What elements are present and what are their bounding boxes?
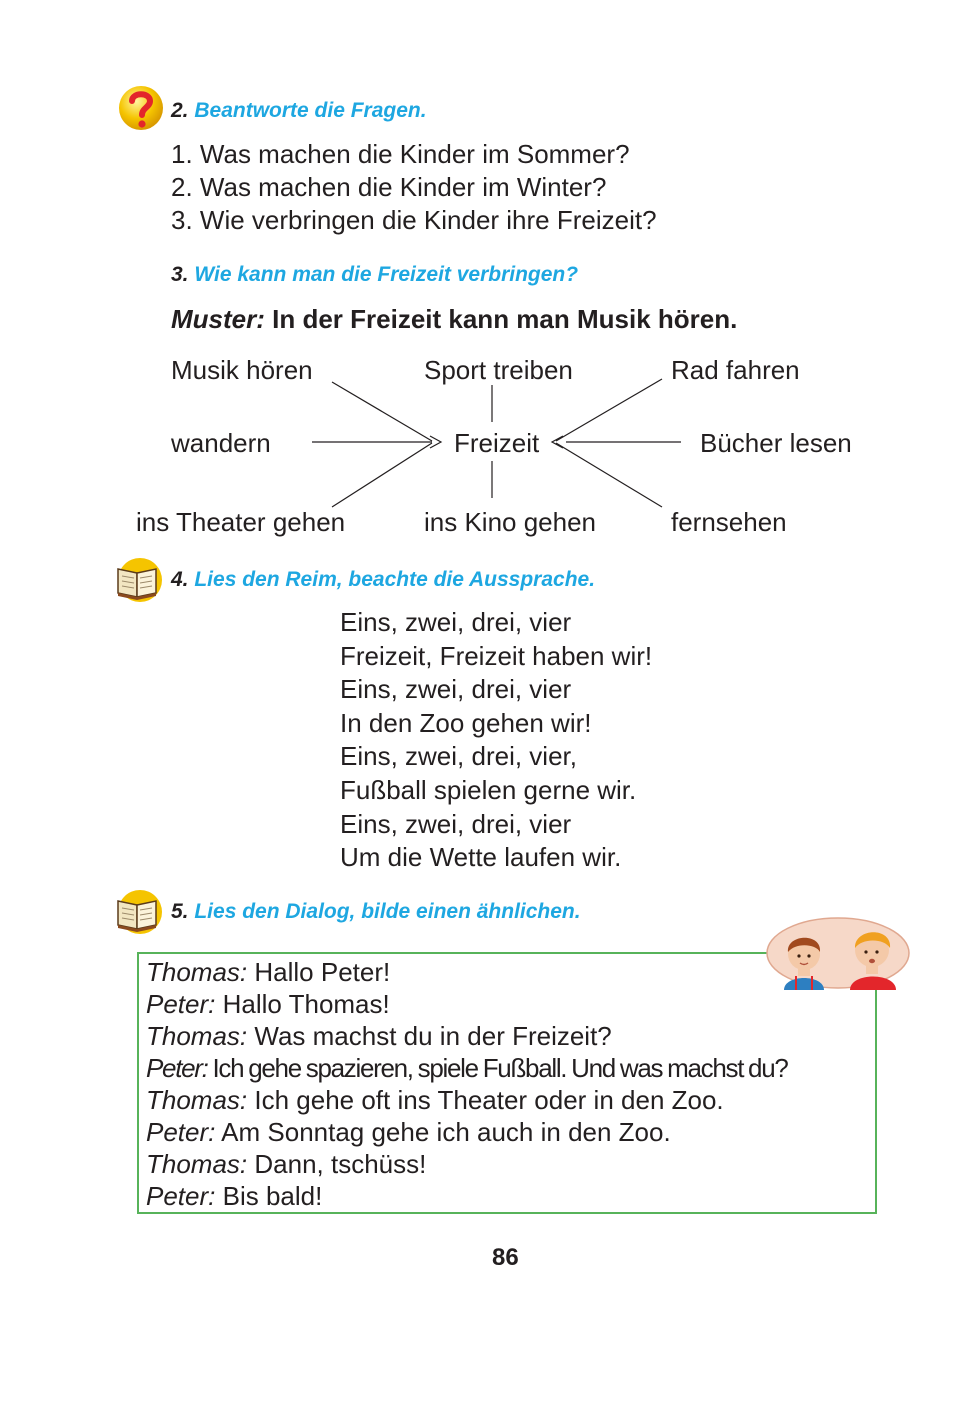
dialog-line [146, 1148, 788, 1180]
dialog-speaker: Peter: [146, 1053, 208, 1083]
dialog-text: Ich gehe oft ins Theater oder in den Zoo. [247, 1085, 724, 1115]
question-item: 1. Was machen die Kinder im Sommer? [171, 139, 630, 169]
dialog-text: Hallo Peter! [247, 957, 391, 987]
dialog-text: Hallo Thomas! [215, 989, 390, 1019]
rhyme-line: In den Zoo gehen wir! [340, 707, 592, 738]
task-2-number: 2. [171, 99, 189, 122]
dialog-text: Dann, tschüss! [247, 1149, 427, 1179]
dialog-text: Bis bald! [215, 1181, 323, 1211]
diagram-word-rad: Rad fahren [671, 355, 800, 385]
muster-label: Muster: [171, 304, 265, 334]
task-4-title-text: Lies den Reim, beachte die Aussprache. [194, 568, 596, 591]
dialog-line [146, 1020, 788, 1052]
diagram-word-buecher: Bücher lesen [700, 428, 852, 458]
page-number: 86 [492, 1244, 519, 1271]
dialog-line [146, 1180, 788, 1212]
diagram-word-musik: Musik hören [171, 355, 313, 385]
dialog-speaker: Thomas: [146, 1085, 248, 1115]
task-5-title [171, 900, 581, 924]
dialog-speaker: Peter: [146, 1117, 216, 1147]
task-4-number: 4. [171, 568, 189, 591]
two-boys-illustration [766, 916, 910, 990]
rhyme-line: Eins, zwei, drei, vier [340, 674, 572, 705]
task-5-title-text: Lies den Dialog, bilde einen ähnlichen. [194, 900, 581, 923]
rhyme-line: Eins, zwei, drei, vier [340, 607, 572, 637]
rhyme-text [340, 606, 652, 875]
task-4-title [171, 568, 595, 592]
dialog-lines [146, 956, 788, 1212]
diagram-word-wandern: wandern [171, 428, 271, 458]
open-book-icon [113, 557, 163, 603]
rhyme-line: Eins, zwei, drei, vier [340, 808, 572, 839]
dialog-line [146, 956, 788, 988]
question-item: 2. Was machen die Kinder im Winter? [171, 172, 607, 202]
dialog-speaker: Thomas: [146, 1149, 248, 1179]
rhyme-line: Um die Wette laufen wir. [340, 842, 622, 873]
open-book-icon [113, 889, 163, 935]
dialog-line [146, 1116, 788, 1148]
dialog-speaker: Peter: [146, 989, 216, 1019]
task-3-number: 3. [171, 263, 189, 286]
rhyme-line: Fußball spielen gerne wir. [340, 774, 637, 805]
task-5-number: 5. [171, 900, 189, 923]
diagram-word-kino: ins Kino gehen [424, 507, 597, 537]
task-2-title-text: Beantworte die Fragen. [194, 99, 427, 122]
diagram-word-theater: ins Theater gehen [136, 507, 346, 537]
dialog-line [146, 988, 788, 1020]
task-3-title-text: Wie kann man die Freizeit verbringen? [194, 263, 579, 286]
diagram-word-sport: Sport treiben [424, 355, 573, 385]
dialog-line [146, 1052, 788, 1084]
diagram-word-fernsehen: fernsehen [671, 507, 787, 537]
dialog-speaker: Thomas: [146, 1021, 248, 1051]
question-item: 3. Wie verbringen die Kinder ihre Freizeit? [171, 205, 657, 235]
dialog-speaker: Peter: [146, 1181, 216, 1211]
dialog-line [146, 1084, 788, 1116]
dialog-speaker: Thomas: [146, 957, 248, 987]
dialog-box [137, 952, 877, 1214]
dialog-text: Was machst du in der Freizeit? [247, 1021, 612, 1051]
dialog-text: Ich gehe spazieren, spiele Fußball. Und was machst du? [207, 1053, 788, 1083]
muster-text: In der Freizeit kann man Musik hören. [264, 304, 738, 334]
rhyme-line: Eins, zwei, drei, vier, [340, 741, 577, 772]
rhyme-line: Freizeit, Freizeit haben wir! [340, 640, 653, 671]
dialog-text: Am Sonntag gehe ich auch in den Zoo. [215, 1117, 671, 1147]
diagram-center-freizeit: Freizeit [454, 428, 540, 458]
